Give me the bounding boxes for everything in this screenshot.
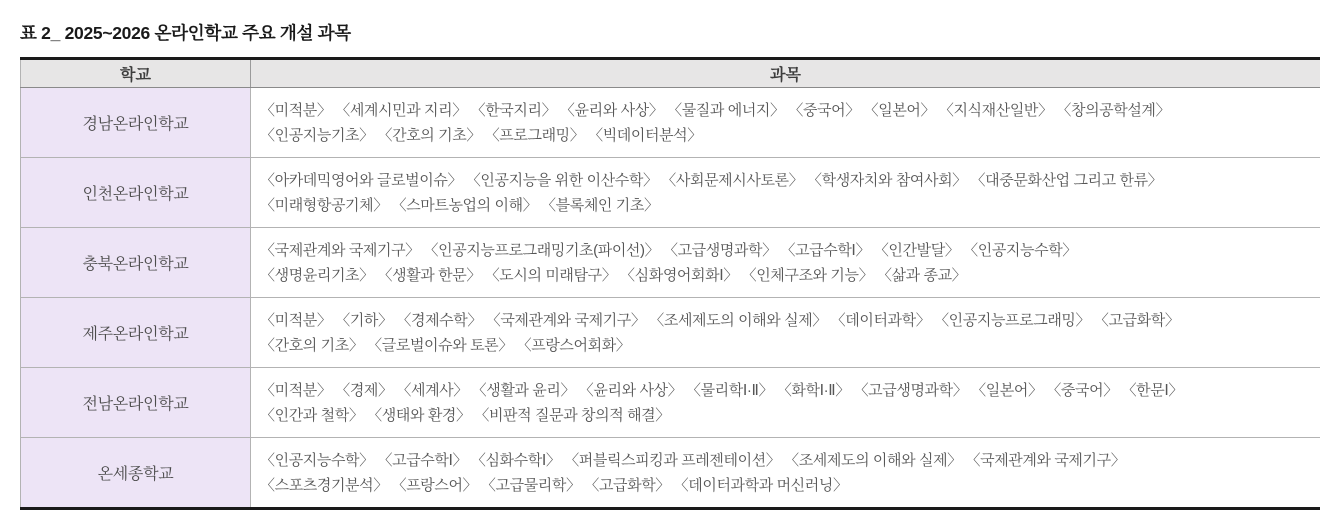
table-body bbox=[21, 88, 1320, 509]
col-header-school: 학교 bbox=[21, 59, 251, 88]
subjects-cell bbox=[251, 368, 1320, 438]
table-row bbox=[21, 88, 1320, 158]
subjects-line: 〈미적분〉 〈경제〉 〈세계사〉 〈생활과 윤리〉 〈윤리와 사상〉 〈물리학Ⅰ·Ⅱ〉 〈화학Ⅰ·Ⅱ〉 〈고급생명과학〉 〈일본어〉 〈중국어〉 〈한문Ⅰ〉 bbox=[260, 378, 1314, 403]
subjects-cell bbox=[251, 438, 1320, 509]
subjects-cell bbox=[251, 298, 1320, 368]
subjects-cell bbox=[251, 158, 1320, 228]
table-row bbox=[21, 158, 1320, 228]
subjects-line: 〈스포츠경기분석〉 〈프랑스어〉 〈고급물리학〉 〈고급화학〉 〈데이터과학과 머신러닝〉 bbox=[260, 473, 1314, 498]
table-row bbox=[21, 368, 1320, 438]
subjects-line: 〈국제관계와 국제기구〉 〈인공지능프로그래밍기초(파이선)〉 〈고급생명과학〉 〈고급수학Ⅰ〉 〈인간발달〉 〈인공지능수학〉 bbox=[260, 238, 1314, 263]
school-cell: 온세종학교 bbox=[21, 438, 251, 509]
subjects-cell bbox=[251, 88, 1320, 158]
school-cell: 충북온라인학교 bbox=[21, 228, 251, 298]
school-cell: 제주온라인학교 bbox=[21, 298, 251, 368]
school-cell: 전남온라인학교 bbox=[21, 368, 251, 438]
subjects-line: 〈미적분〉 〈세계시민과 지리〉 〈한국지리〉 〈윤리와 사상〉 〈물질과 에너지〉 〈중국어〉 〈일본어〉 〈지식재산일반〉 〈창의공학설계〉 bbox=[260, 98, 1314, 123]
subjects-line: 〈간호의 기초〉 〈글로벌이슈와 토론〉 〈프랑스어회화〉 bbox=[260, 333, 1314, 358]
courses-table bbox=[20, 57, 1320, 510]
subjects-line: 〈아카데믹영어와 글로벌이슈〉 〈인공지능을 위한 이산수학〉 〈사회문제시사토론〉 〈학생자치와 참여사회〉 〈대중문화산업 그리고 한류〉 bbox=[260, 168, 1314, 193]
col-header-subjects: 과목 bbox=[251, 59, 1320, 88]
table-title: 표 2_ 2025~2026 온라인학교 주요 개설 과목 bbox=[20, 20, 1320, 45]
header-row bbox=[21, 59, 1320, 88]
subjects-line: 〈인공지능수학〉 〈고급수학Ⅰ〉 〈심화수학Ⅰ〉 〈퍼블릭스피킹과 프레젠테이션〉 〈조세제도의 이해와 실제〉 〈국제관계와 국제기구〉 bbox=[260, 448, 1314, 473]
subjects-cell bbox=[251, 228, 1320, 298]
subjects-line: 〈인간과 철학〉 〈생태와 환경〉 〈비판적 질문과 창의적 해결〉 bbox=[260, 403, 1314, 428]
subjects-line: 〈미래형항공기체〉 〈스마트농업의 이해〉 〈블록체인 기초〉 bbox=[260, 193, 1314, 218]
subjects-line: 〈생명윤리기초〉 〈생활과 한문〉 〈도시의 미래탐구〉 〈심화영어회화Ⅰ〉 〈인체구조와 기능〉 〈삶과 종교〉 bbox=[260, 263, 1314, 288]
school-cell: 인천온라인학교 bbox=[21, 158, 251, 228]
table-row bbox=[21, 438, 1320, 509]
school-cell: 경남온라인학교 bbox=[21, 88, 251, 158]
subjects-line: 〈미적분〉 〈기하〉 〈경제수학〉 〈국제관계와 국제기구〉 〈조세제도의 이해와 실제〉 〈데이터과학〉 〈인공지능프로그래밍〉 〈고급화학〉 bbox=[260, 308, 1314, 333]
table-row bbox=[21, 228, 1320, 298]
subjects-line: 〈인공지능기초〉 〈간호의 기초〉 〈프로그래밍〉 〈빅데이터분석〉 bbox=[260, 123, 1314, 148]
table-row bbox=[21, 298, 1320, 368]
